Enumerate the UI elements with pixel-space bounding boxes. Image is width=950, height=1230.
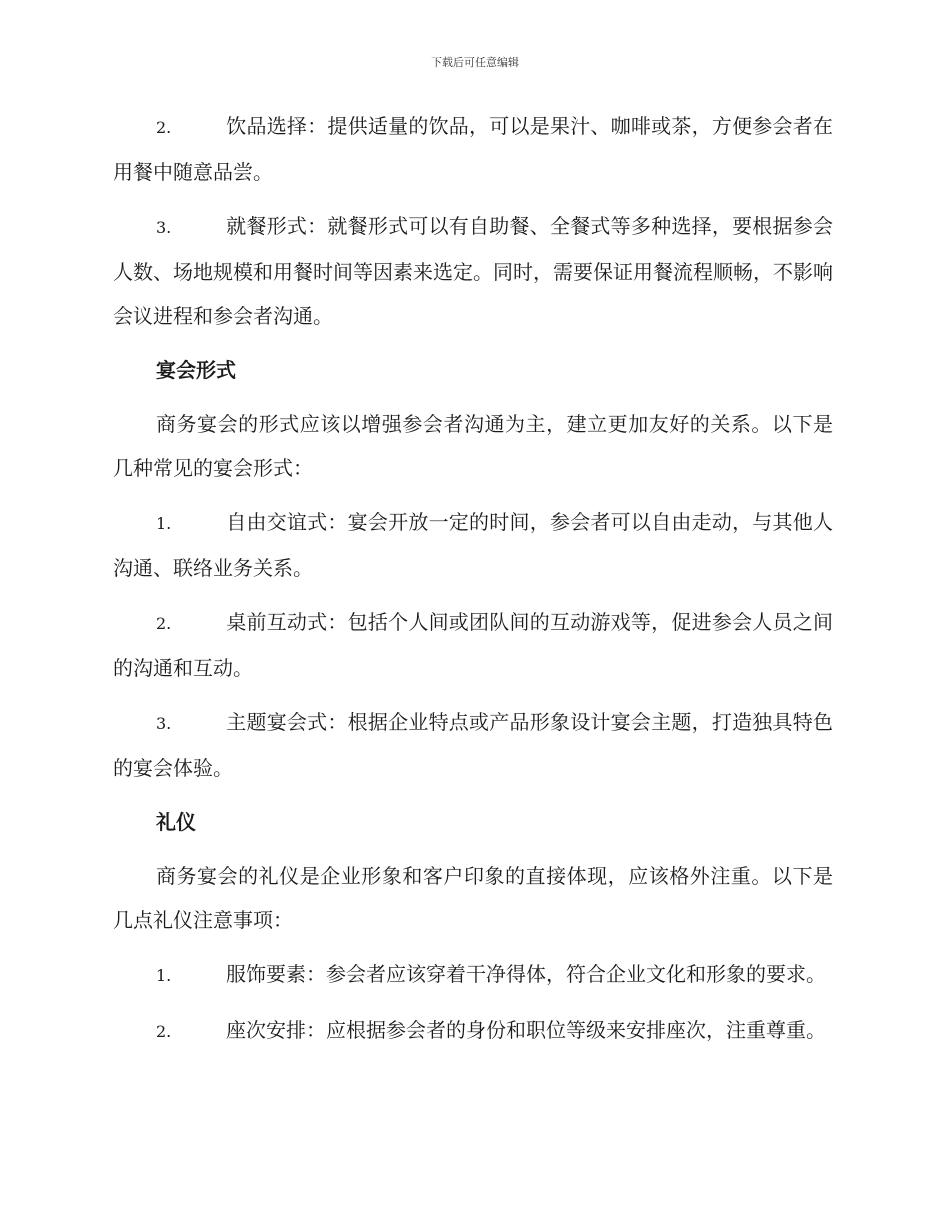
list-item [113, 700, 833, 790]
page-header: 下载后可任意编辑 [431, 56, 519, 69]
section-intro-banquet: 商务宴会的形式应该以增强参会者沟通为主，建立更加友好的关系。以下是几种常见的宴会形式： [113, 412, 833, 480]
section-heading-banquet: 宴会形式 [156, 358, 236, 382]
list-item-text: 饮品选择：提供适量的饮品，可以是果汁、咖啡或茶，方便参会者在用餐中随意品尝。 [113, 114, 833, 184]
list-number: 3. [156, 714, 172, 733]
list-number: 2. [156, 1022, 172, 1041]
list-number: 3. [156, 218, 172, 237]
list-item-text: 桌前互动式：包括个人间或团队间的互动游戏等，促进参会人员之间的沟通和互动。 [113, 610, 833, 680]
list-item [113, 104, 833, 194]
list-number: 1. [156, 966, 172, 985]
list-item [113, 204, 833, 338]
list-item-text: 就餐形式：就餐形式可以有自助餐、全餐式等多种选择，要根据参会人数、场地规模和用餐时间等因素来选定。同时，需要保证用餐流程顺畅，不影响会议进程和参会者沟通。 [113, 214, 833, 328]
list-item-text: 自由交谊式：宴会开放一定的时间，参会者可以自由走动，与其他人沟通、联络业务关系。 [113, 510, 833, 580]
list-item-text: 服饰要素：参会者应该穿着干净得体，符合企业文化和形象的要求。 [226, 962, 826, 986]
list-item [113, 1008, 833, 1054]
document-body [113, 104, 833, 1064]
list-number: 2. [156, 614, 172, 633]
section-intro-etiquette: 商务宴会的礼仪是企业形象和客户印象的直接体现，应该格外注重。以下是几点礼仪注意事项： [113, 864, 833, 932]
list-item [113, 600, 833, 690]
list-item [113, 500, 833, 590]
list-item-text: 主题宴会式：根据企业特点或产品形象设计宴会主题，打造独具特色的宴会体验。 [113, 710, 833, 780]
list-number: 1. [156, 514, 172, 533]
section-heading-etiquette: 礼仪 [156, 810, 196, 834]
list-item-text: 座次安排：应根据参会者的身份和职位等级来安排座次，注重尊重。 [226, 1018, 826, 1042]
list-number: 2. [156, 118, 172, 137]
list-item [113, 952, 833, 998]
